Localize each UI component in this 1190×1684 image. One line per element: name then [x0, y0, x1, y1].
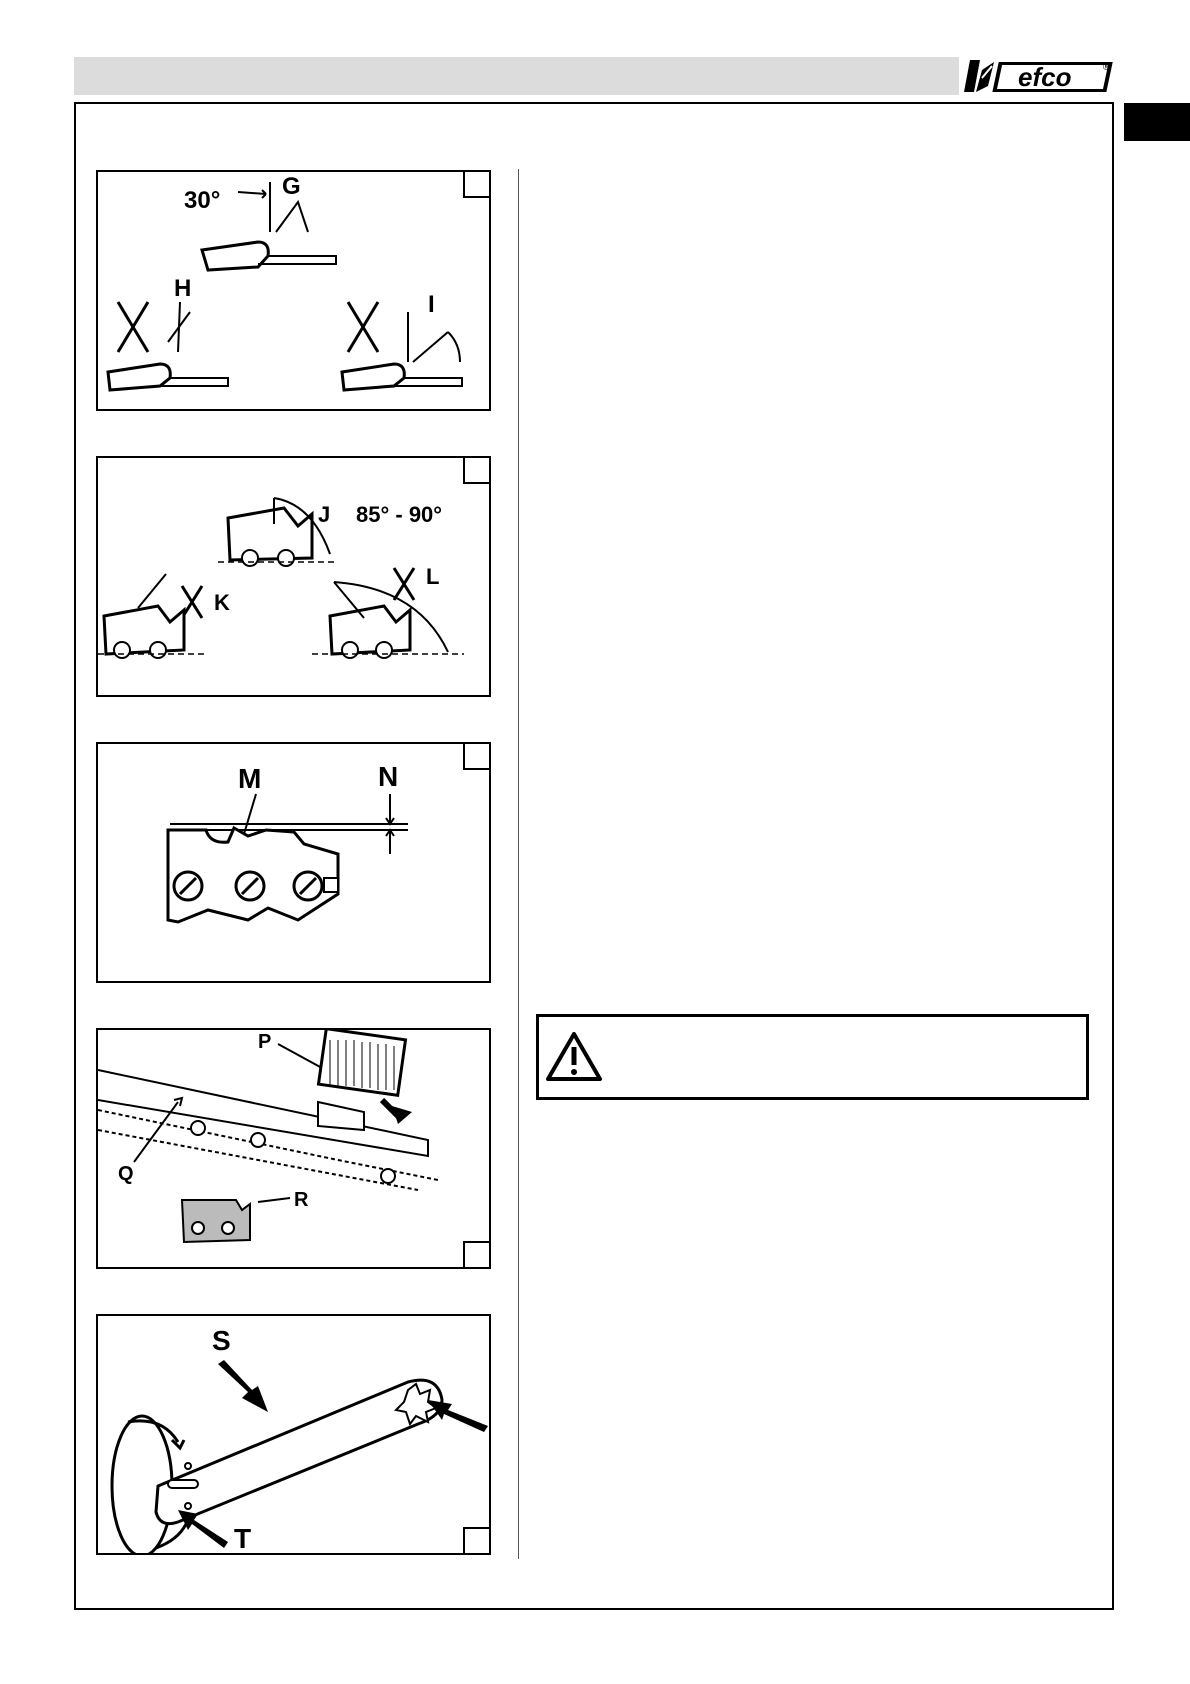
label-g: G — [282, 173, 301, 200]
label-i: I — [428, 291, 435, 318]
figure-corner — [463, 456, 491, 484]
label-h: H — [174, 275, 192, 302]
label-m: M — [238, 763, 262, 794]
warning-triangle-icon — [545, 1031, 603, 1083]
label-t: T — [234, 1523, 252, 1553]
header-bar — [74, 57, 959, 95]
label-s: S — [212, 1325, 231, 1356]
column-divider — [518, 169, 519, 1559]
figure-cutter-angle — [96, 170, 491, 411]
figure-corner — [463, 742, 491, 770]
registered-mark: ® — [1103, 62, 1110, 72]
label-j: J — [318, 502, 331, 527]
figure-guide-bar — [96, 1314, 491, 1555]
figure-corner — [463, 1527, 491, 1555]
angle-label-30: 30° — [184, 187, 221, 214]
label-k: K — [214, 590, 230, 615]
angle-label-85-90: 85° - 90° — [356, 502, 443, 527]
section-tab — [1124, 103, 1190, 141]
brand-text: efco — [1018, 62, 1072, 92]
efco-logo — [960, 56, 1116, 96]
figure-corner — [463, 1241, 491, 1269]
label-r: R — [294, 1189, 309, 1211]
figure-top-plate-angle — [96, 456, 491, 697]
label-n: N — [378, 761, 399, 792]
label-l: L — [426, 564, 440, 589]
figure-corner — [463, 170, 491, 198]
label-p: P — [258, 1031, 272, 1053]
label-q: Q — [118, 1163, 134, 1185]
figure-depth-gauge — [96, 742, 491, 983]
figure-filing-depth-gauge — [96, 1028, 491, 1269]
warning-box — [536, 1014, 1089, 1100]
